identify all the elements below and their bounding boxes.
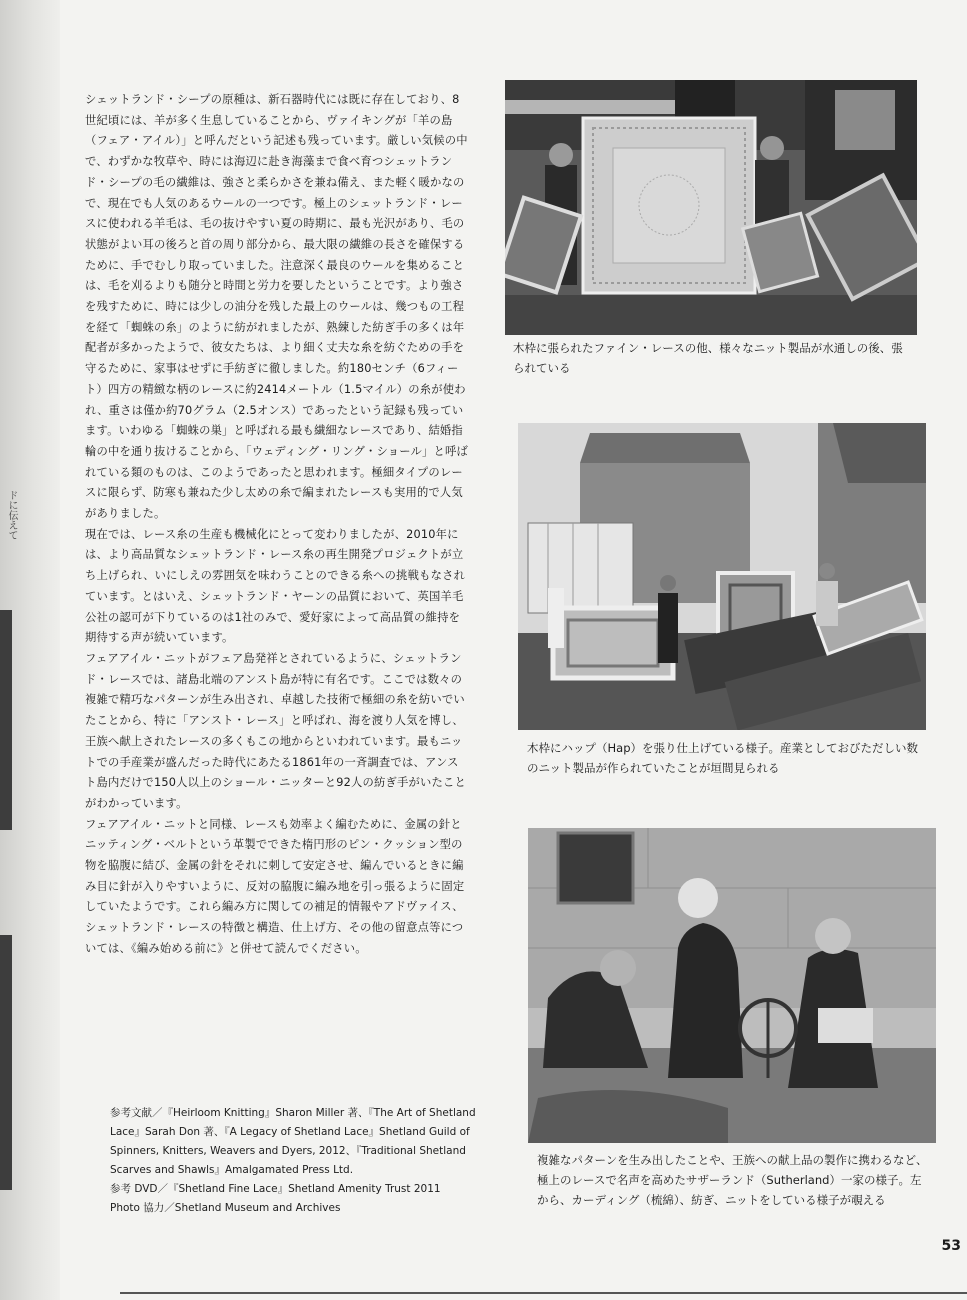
photo-sutherland-family-image [528, 828, 936, 1143]
photo1-caption: 木枠に張られたファイン・レースの他、様々なニット製品が水通しの後、張られている [513, 341, 903, 375]
bottom-edge-rule [120, 1292, 967, 1294]
photo-hap-drying [518, 423, 926, 730]
adjacent-page-photo-strip [0, 935, 12, 1190]
article-body [85, 90, 470, 960]
references [110, 1104, 480, 1218]
paragraph: フェアアイル・ニットがフェア島発祥とされているように、シェットランド・レースでは、諸島北端のアンスト島が特に有名です。ここでは数々の複雑で精巧なパターンが生み出され、卓越した技術で極細の糸を紡いでいたことから、特に「アンスト・レース」と呼ばれ、海を渡り人気を博し、王族へ献上されたレースの多くもこの地からといわれています。最もニットでの手産業が盛んだった時代にあたる1861年の一斉調査では、アンスト島内だけで150人以上のショール・ニッターと92人の紡ぎ手がいたことがわかっています。 [85, 651, 466, 810]
photo2-caption: 木枠にハップ（Hap）を張り仕上げている様子。産業としておびただしい数のニット製品が作られていたことが垣間見られる [527, 741, 918, 775]
reference-books: 参考文献／『Heirloom Knitting』Sharon Miller 著、『The Art of Shetland Lace』Sarah Don 著、『A Legacy of Shetland Lace』Shetland Guild of Spinners, Knitters, Weavers and Dyers, 2012、『Traditional Shetland Scarves and Shawls』Amalgamated Press Ltd. [110, 1107, 476, 1176]
photo-lace-frame [505, 80, 917, 335]
paragraph: シェットランド・シープの原種は、新石器時代には既に存在しており、8世紀頃には、羊が多く生息していることから、ヴァイキングが「羊の島（フェア・アイル）」と呼んだという記述も残っています。厳しい気候の中で、わずかな牧草や、時には海辺に赴き海藻まで食べ育つシェットランド・シープの毛の繊維は、強さと柔らかさを兼ね備え、また軽く暖かなので、現在でも人気のあるウールの一つです。極上のシェットランド・レースに使われる羊毛は、毛の抜けやすい夏の時期に、最も光沢があり、毛の状態がよい耳の後ろと首の周り部分から、最大限の繊維の長さを確保するために、手でむしり取っていました。注意深く最良のウールを集めることは、毛を刈るよりも随分と時間と労力を要したということです。より強さを残すために、時には少しの油分を残した最上のウールは、幾つもの工程を経て「蜘蛛の糸」のように紡がれましたが、熟練した紡ぎ手の多くは年配者が多かったようで、彼女たちは、より細く丈夫な糸を紡ぐための手を守るために、家事はせずに手紡ぎに徹しました。約180センチ（6フィート）四方の精緻な柄のレースに約2414メートル（1.5マイル）の糸が使われ、重さは僅か約70グラム（2.5オンス）であったという記録も残っています。いわゆる「蜘蛛の巣」と呼ばれる最も繊細なレースであり、結婚指輪の中を通り抜けることから、「ウェディング・リング・ショール」と呼ばれている類のものは、このようであったと思われます。極細タイプのレースに限らず、防寒も兼ねた少し太めの糸で編まれたレースも実用的で人気がありました。 [85, 93, 468, 521]
photo-lace-frame-image [505, 80, 917, 335]
photo-credit: Photo 協力／Shetland Museum and Archives [110, 1202, 341, 1214]
paragraph: 現在では、レース糸の生産も機械化にとって変わりましたが、2010年には、より高品質なシェットランド・レース糸の再生開発プロジェクトが立ち上げられ、いにしえの雰囲気を味わうことのできる糸への挑戦もなされています。とはいえ、シェットランド・ヤーンの品質において、英国羊毛公社の認可が下りているのは1社のみで、愛好家によって高品質の維持を期待する声が続いています。 [85, 527, 466, 645]
photo-sutherland-family [528, 828, 936, 1143]
adjacent-page-photo-strip [0, 610, 12, 830]
reference-dvd: 参考 DVD／『Shetland Fine Lace』Shetland Amenity Trust 2011 [110, 1183, 441, 1195]
page-number: 53 [941, 1238, 961, 1254]
adjacent-page-text: ドに伝えて [6, 490, 17, 540]
photo-hap-drying-image [518, 423, 926, 730]
photo3-caption: 複雑なパターンを生み出したことや、王族への献上品の製作に携わるなど、極上のレースで名声を高めたサザーランド（Sutherland）一家の様子。左から、カーディング（梳綿）、紡ぎ、ニットをしている様子が覗える [537, 1153, 928, 1207]
paragraph: フェアアイル・ニットと同様、レースも効率よく編むために、金属の針とニッティング・ベルトという革製でできた楕円形のピン・クッション型の物を脇腹に結び、金属の針をそれに刺して安定させ、編んでいるときに編み目に針が入りやすいように、反対の脇腹に編み地を引っ張るように固定していたようです。これら編み方に関しての補足的情報やアドヴァイス、シェットランド・レースの特徴と構造、仕上げ方、その他の留意点等については、《編み始める前に》と併せて読んでください。 [85, 817, 465, 955]
